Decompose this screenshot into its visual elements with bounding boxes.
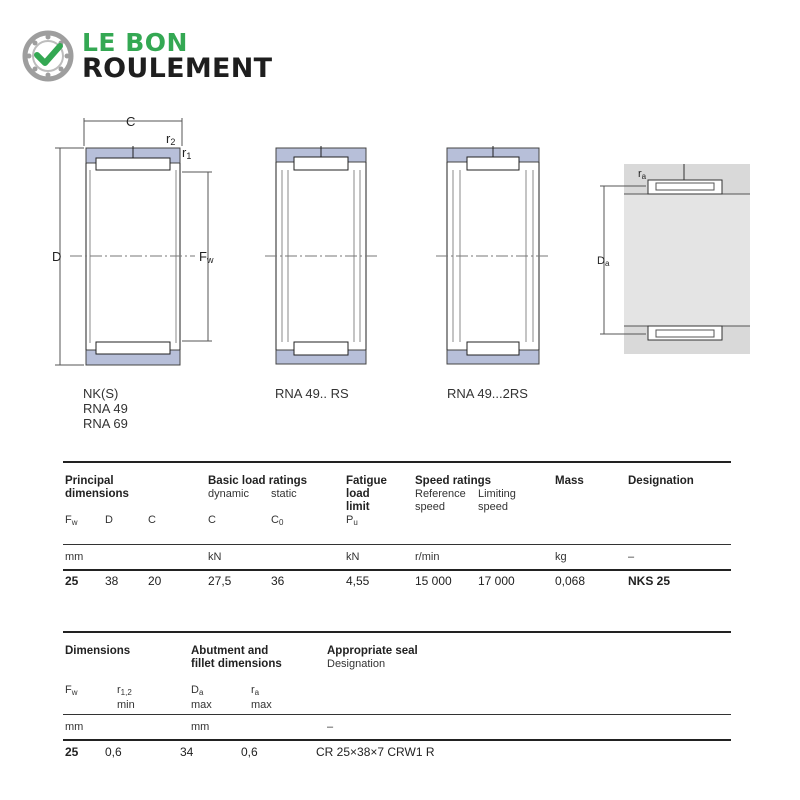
- hdr2-abutment-l1: Abutment and: [191, 645, 269, 657]
- sym2-fw-sub: w: [71, 688, 78, 697]
- caption-second-drawing: RNA 49.. RS: [275, 386, 349, 401]
- sym-c: C: [148, 514, 156, 526]
- hdr-designation: Designation: [628, 475, 694, 487]
- sym2-ra-sub: a: [254, 688, 260, 697]
- svg-text:Da: [597, 255, 610, 268]
- val-ref-speed: 15 000: [415, 574, 452, 588]
- caption-first-drawing: [83, 386, 128, 431]
- logo-line-1: LE BON: [82, 28, 188, 57]
- dim-fw-sub: w: [206, 255, 214, 265]
- sym-c0: C: [271, 514, 279, 526]
- unit-speed: r/min: [415, 551, 440, 563]
- svg-text:r2: [166, 131, 175, 147]
- logo-line-2: ROULEMENT: [82, 53, 273, 84]
- unit2-seal: –: [327, 721, 334, 733]
- dim-r2-label: r: [166, 131, 171, 146]
- drawing-abutment: [600, 164, 750, 354]
- unit-load: kN: [208, 551, 222, 563]
- dim-ra-sub: a: [641, 172, 647, 181]
- hdr-principal-l1: Principal: [65, 475, 114, 487]
- val-lim-speed: 17 000: [478, 574, 515, 588]
- unit-designation: –: [628, 551, 635, 563]
- bearing-check-icon: [22, 30, 74, 82]
- dim-c-label: C: [126, 114, 136, 129]
- unit-dims: mm: [65, 551, 84, 563]
- hdr-speed-ratings: Speed ratings: [415, 475, 492, 487]
- sym-c-dyn: C: [208, 514, 216, 526]
- hdr-principal-l2: dimensions: [65, 488, 129, 500]
- dim-da-sub: a: [604, 259, 610, 268]
- dim-r1-label: r: [182, 145, 187, 160]
- hdr2-seal-l2: Designation: [327, 658, 386, 670]
- hdr-fatigue-l2: load: [346, 488, 370, 500]
- sym2-fw: F: [65, 684, 72, 696]
- sym2-ra-max: max: [251, 699, 272, 711]
- sym-pu-sub: u: [353, 518, 358, 527]
- hdr-ref-speed-l1: Reference: [415, 488, 466, 500]
- drawing-rna-rs-bearing: [265, 146, 378, 364]
- val-designation: NKS 25: [628, 574, 671, 588]
- sym-fw: F: [65, 514, 72, 526]
- val2-seal: CR 25×38×7 CRW1 R: [316, 745, 435, 759]
- sym2-da-max: max: [191, 699, 212, 711]
- hdr-lim-speed-l1: Limiting: [478, 488, 516, 500]
- hdr-mass: Mass: [555, 475, 584, 487]
- val2-da: 34: [180, 745, 194, 759]
- hdr-fatigue-l1: Fatigue: [346, 475, 387, 487]
- unit2-abutment: mm: [191, 721, 210, 733]
- dim-r2-sub: 2: [170, 137, 176, 147]
- val-c: 20: [148, 574, 162, 588]
- unit2-dims: mm: [65, 721, 84, 733]
- unit-mass: kg: [555, 551, 567, 563]
- sym2-da: D: [191, 684, 199, 696]
- sym-pu: P: [346, 514, 354, 526]
- val-pu: 4,55: [346, 574, 370, 588]
- val-mass: 0,068: [555, 574, 586, 588]
- val-c-dyn: 27,5: [208, 574, 232, 588]
- dim-ra-label: r: [638, 168, 642, 180]
- hdr2-abutment-l2: fillet dimensions: [191, 658, 282, 670]
- sym2-ra: r: [251, 684, 255, 696]
- caption-nks: NK(S): [83, 386, 119, 401]
- dim-r1-sub: 1: [186, 151, 192, 161]
- sym-fw-sub: w: [71, 518, 78, 527]
- hdr2-seal-l1: Appropriate seal: [327, 645, 418, 657]
- dim-da-label: D: [597, 255, 605, 267]
- dim-d-label: D: [52, 249, 62, 264]
- hdr-dynamic: dynamic: [208, 488, 249, 500]
- sym2-r12-sub: 1,2: [120, 688, 132, 697]
- hdr2-dimensions: Dimensions: [65, 645, 131, 657]
- svg-text:Fw: [199, 249, 214, 265]
- sym2-da-sub: a: [198, 688, 204, 697]
- sym2-r12: r: [117, 684, 121, 696]
- val2-ra: 0,6: [241, 745, 258, 759]
- sym-c0-sub: 0: [278, 518, 284, 527]
- caption-rna69: RNA 69: [83, 416, 128, 431]
- val-c0: 36: [271, 574, 285, 588]
- hdr-basic-load: Basic load ratings: [208, 475, 308, 487]
- val2-r12: 0,6: [105, 745, 122, 759]
- unit-fatigue: kN: [346, 551, 360, 563]
- brand-logo: [22, 26, 312, 88]
- hdr-ref-speed-l2: speed: [415, 501, 445, 513]
- hdr-static: static: [271, 488, 297, 500]
- sym2-r12-min: min: [117, 699, 135, 711]
- svg-text:r1: [182, 145, 191, 161]
- val2-fw: 25: [65, 745, 79, 759]
- val-fw: 25: [65, 574, 79, 588]
- val-d: 38: [105, 574, 119, 588]
- drawing-rna-2rs-bearing: [436, 146, 550, 364]
- hdr-lim-speed-l2: speed: [478, 501, 508, 513]
- caption-third-drawing: RNA 49...2RS: [447, 386, 528, 401]
- sym-d: D: [105, 514, 113, 526]
- hdr-fatigue-l3: limit: [346, 501, 370, 513]
- dim-fw-label: F: [199, 249, 207, 264]
- caption-rna49: RNA 49: [83, 401, 128, 416]
